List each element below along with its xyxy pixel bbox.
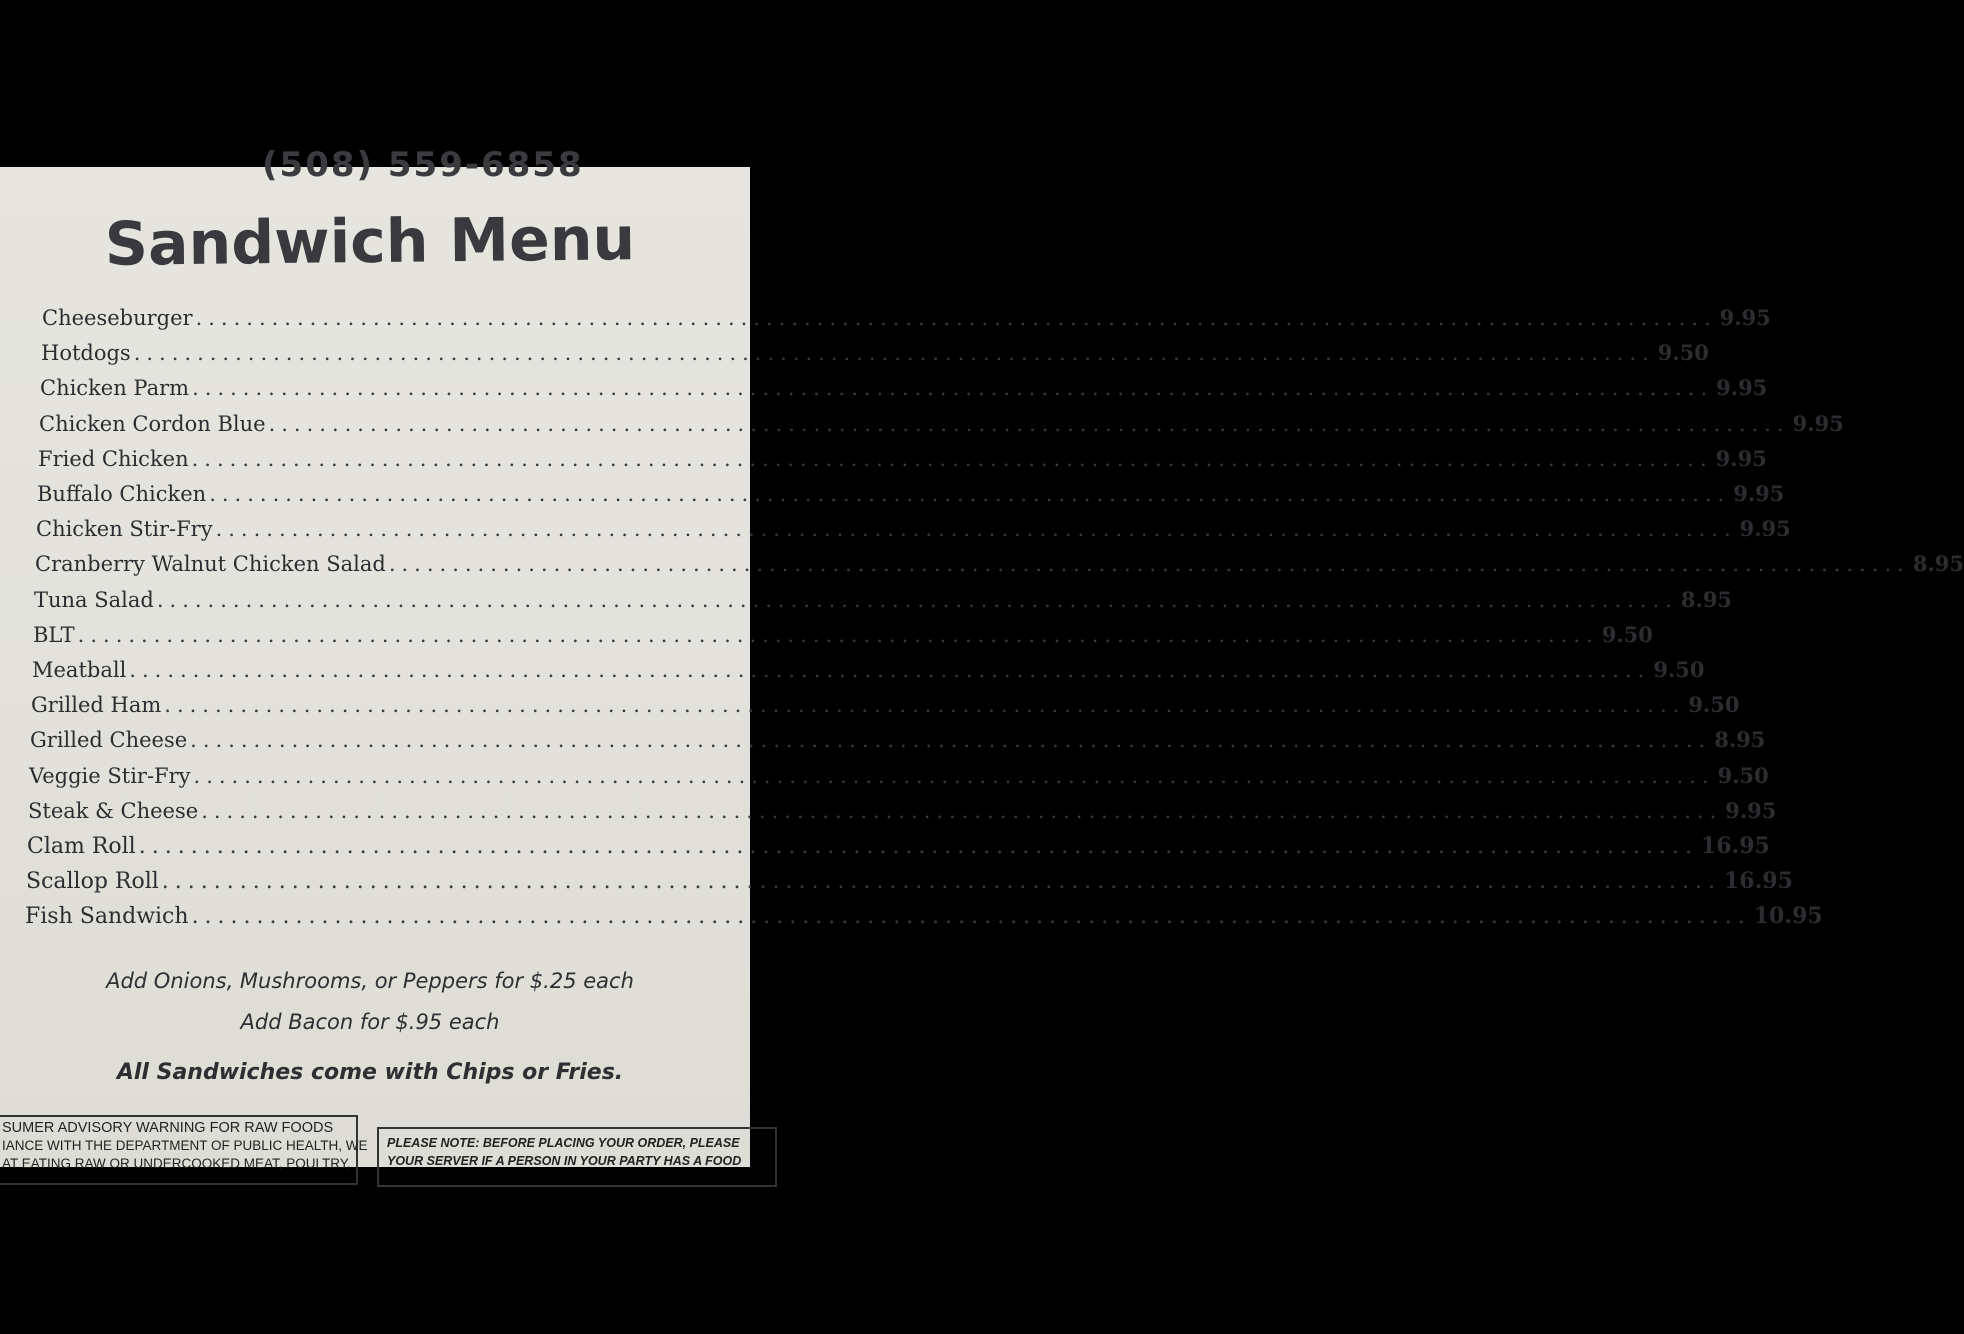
menu-item-price: 9.95	[1739, 516, 1791, 542]
leader-dots: ........................................................................................................................	[193, 763, 1715, 788]
menu-item-name: Tuna Salad	[34, 587, 154, 612]
menu-item-price: 9.95	[1792, 410, 1844, 436]
sides-note: All Sandwiches come with Chips or Fries.	[116, 1060, 624, 1085]
menu-item	[25, 903, 1823, 933]
menu-item	[40, 375, 1768, 405]
menu-item-price: 9.95	[1719, 305, 1771, 330]
leader-dots: ........................................................................................................................	[268, 411, 1790, 436]
leader-dots: ........................................................................................................................	[195, 306, 1717, 330]
menu-item-price: 9.95	[1733, 481, 1785, 506]
leader-dots: ........................................................................................................................	[138, 834, 1698, 859]
advisory-line: AT EATING RAW OR UNDERCOOKED MEAT, POULTRY,	[2, 1156, 351, 1171]
leader-dots: ........................................................................................................................	[191, 446, 1713, 471]
menu-item-name: Chicken Cordon Blue	[39, 411, 266, 436]
menu-item-name: Cranberry Walnut Chicken Salad	[35, 552, 386, 577]
leader-dots: ........................................................................................................................	[209, 482, 1731, 506]
menu-item	[31, 692, 1740, 722]
menu-title: Sandwich Menu	[104, 204, 636, 280]
menu-item	[42, 305, 1771, 335]
menu-item	[32, 657, 1705, 687]
leader-dots: ........................................................................................................................	[191, 904, 1751, 930]
bacon-note: Add Bacon for $.95 each	[240, 1010, 500, 1034]
menu-item-price: 9.95	[1725, 797, 1777, 823]
menu-item	[36, 516, 1791, 546]
leader-dots: ........................................................................................................................	[215, 517, 1737, 542]
menu-item-name: Veggie Stir-Fry	[29, 763, 191, 788]
menu-item-name: Meatball	[32, 658, 127, 682]
allergy-note-line: PLEASE NOTE: BEFORE PLACING YOUR ORDER, PLEASE	[387, 1136, 740, 1150]
leader-dots: ........................................................................................................................	[192, 376, 1714, 401]
menu-item-price: 9.50	[1688, 692, 1740, 718]
menu-item-name: Grilled Ham	[31, 693, 162, 718]
menu-item	[39, 410, 1844, 441]
menu-item	[29, 762, 1769, 793]
menu-item-name: Fried Chicken	[38, 446, 189, 471]
leader-dots: ........................................................................................................................	[129, 658, 1651, 682]
menu-item	[27, 833, 1770, 863]
menu-item-name: Chicken Stir-Fry	[36, 517, 213, 542]
addons-note: Add Onions, Mushrooms, or Peppers for $.25 each	[106, 969, 634, 993]
leader-dots: ........................................................................................................................	[77, 622, 1599, 647]
menu-page	[0, 145, 1964, 1171]
menu-item-price: 8.95	[1680, 586, 1733, 612]
menu-item-price: 8.95	[1912, 551, 1964, 577]
menu-item-price: 9.50	[1653, 657, 1705, 682]
menu-item-name: Clam Roll	[27, 834, 136, 859]
menu-item	[35, 551, 1964, 581]
advisory-line: SUMER ADVISORY WARNING FOR RAW FOODS	[2, 1120, 334, 1136]
menu-item-price: 9.50	[1657, 340, 1709, 366]
menu-item-name: Chicken Parm	[40, 376, 190, 401]
leader-dots: ........................................................................................................................	[388, 552, 1910, 577]
consumer-advisory-box	[0, 1115, 368, 1185]
menu-item	[28, 797, 1777, 828]
leader-dots: ........................................................................................................................	[164, 693, 1686, 718]
menu-item-price: 8.95	[1714, 727, 1766, 753]
menu-item-price: 16.95	[1700, 833, 1770, 859]
menu-item-name: Scallop Roll	[26, 869, 159, 895]
menu-item	[30, 727, 1766, 757]
menu-item-price: 16.95	[1723, 868, 1793, 895]
menu-item-name: Grilled Cheese	[30, 728, 188, 753]
menu-item-name: Hotdogs	[41, 341, 131, 366]
menu-item-price: 9.95	[1716, 375, 1768, 401]
leader-dots: ........................................................................................................................	[201, 798, 1723, 823]
leader-dots: ........................................................................................................................	[156, 587, 1678, 612]
menu-item-name: BLT	[33, 622, 75, 647]
leader-dots: ........................................................................................................................	[190, 728, 1712, 753]
menu-item	[33, 621, 1653, 652]
menu-item	[34, 586, 1733, 617]
menu-item-price: 9.95	[1715, 445, 1767, 471]
phone-number-fragment: (508) 559-6858	[262, 145, 584, 185]
menu-item-name: Fish Sandwich	[25, 904, 189, 930]
menu-item-name: Cheeseburger	[42, 306, 193, 330]
menu-item	[26, 868, 1793, 898]
menu-item-price: 9.50	[1717, 762, 1769, 788]
menu-item-price: 10.95	[1753, 903, 1823, 930]
leader-dots: ........................................................................................................................	[133, 341, 1655, 366]
allergy-note-line: YOUR SERVER IF A PERSON IN YOUR PARTY HAS A FOOD	[387, 1154, 742, 1168]
menu-item	[37, 481, 1785, 511]
advisory-line: IANCE WITH THE DEPARTMENT OF PUBLIC HEALTH, WE	[2, 1138, 368, 1153]
menu-item-name: Steak & Cheese	[28, 798, 199, 823]
leader-dots: ........................................................................................................................	[161, 869, 1721, 895]
menu-item	[38, 445, 1767, 476]
menu-item-price: 9.50	[1601, 621, 1653, 647]
menu-item	[41, 340, 1709, 370]
allergy-note-box	[377, 1127, 777, 1187]
menu-item-name: Buffalo Chicken	[37, 482, 207, 506]
